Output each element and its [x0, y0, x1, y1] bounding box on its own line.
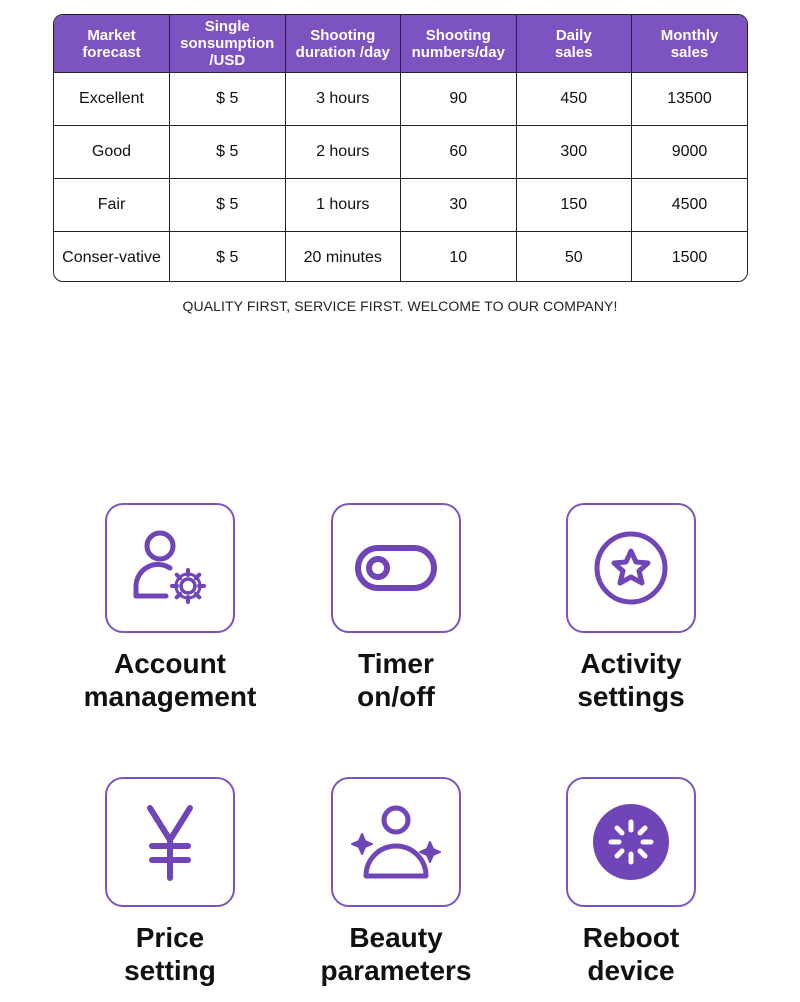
sparkle-person-icon: [348, 794, 444, 890]
feature-price-setting[interactable]: [50, 777, 290, 987]
header-market-forecast: Market forecast: [54, 15, 170, 73]
table-cell: 2 hours: [285, 126, 401, 179]
table-cell: $ 5: [170, 232, 286, 283]
table-cell: 4500: [632, 179, 748, 232]
table-row: [54, 73, 747, 126]
table-cell: 10: [401, 232, 517, 283]
table-row: [54, 179, 747, 232]
feature-tile[interactable]: [331, 503, 461, 633]
feature-beauty-parameters[interactable]: [276, 777, 516, 987]
table-header-row: [54, 15, 747, 73]
table-cell: 13500: [632, 73, 748, 126]
table-cell: 450: [516, 73, 632, 126]
pricing-table: [53, 14, 748, 282]
table-cell: 90: [401, 73, 517, 126]
table-cell: Good: [54, 126, 170, 179]
header-monthly-sales: Monthly sales: [632, 15, 748, 73]
feature-timer[interactable]: [276, 503, 516, 713]
header-single-consumption: Single sonsumption /USD: [170, 15, 286, 73]
feature-reboot-device[interactable]: [511, 777, 751, 987]
table-cell: $ 5: [170, 126, 286, 179]
feature-label: Reboot device: [582, 922, 680, 986]
table-row: [54, 126, 747, 179]
table-cell: 30: [401, 179, 517, 232]
table-cell: 60: [401, 126, 517, 179]
loading-spinner-icon: [583, 794, 679, 890]
feature-tile[interactable]: [566, 503, 696, 633]
feature-label: Timer on/off: [357, 648, 435, 712]
feature-tile[interactable]: [566, 777, 696, 907]
toggle-icon: [348, 520, 444, 616]
table-cell: $ 5: [170, 179, 286, 232]
feature-label: Price setting: [124, 922, 216, 986]
tagline: QUALITY FIRST, SERVICE FIRST. WELCOME TO OUR COMPANY!: [182, 298, 618, 314]
table-cell: 3 hours: [285, 73, 401, 126]
feature-tile[interactable]: [331, 777, 461, 907]
star-badge-icon: [583, 520, 679, 616]
feature-tile[interactable]: [105, 777, 235, 907]
table-cell: Excellent: [54, 73, 170, 126]
header-daily-sales: Daily sales: [516, 15, 632, 73]
feature-tile[interactable]: [105, 503, 235, 633]
feature-account-management[interactable]: [50, 503, 290, 713]
feature-label: Activity settings: [577, 648, 685, 712]
feature-label: Beauty parameters: [320, 922, 472, 986]
table-cell: 300: [516, 126, 632, 179]
table-row: [54, 232, 747, 283]
feature-activity-settings[interactable]: [511, 503, 751, 713]
header-shooting-duration: Shooting duration /day: [285, 15, 401, 73]
feature-label: Account management: [83, 648, 257, 712]
table-cell: 1 hours: [285, 179, 401, 232]
table-cell: $ 5: [170, 73, 286, 126]
header-shooting-numbers: Shooting numbers/day: [401, 15, 517, 73]
table-cell: 9000: [632, 126, 748, 179]
table-cell: 1500: [671, 249, 708, 266]
yen-icon: [122, 794, 218, 890]
table-cell: 50: [516, 232, 632, 283]
table-cell: Conser-vative: [54, 232, 170, 283]
table-cell: 20 minutes: [285, 232, 401, 283]
table-cell: 150: [516, 179, 632, 232]
table-cell: Fair: [54, 179, 170, 232]
account-settings-icon: [122, 520, 218, 616]
